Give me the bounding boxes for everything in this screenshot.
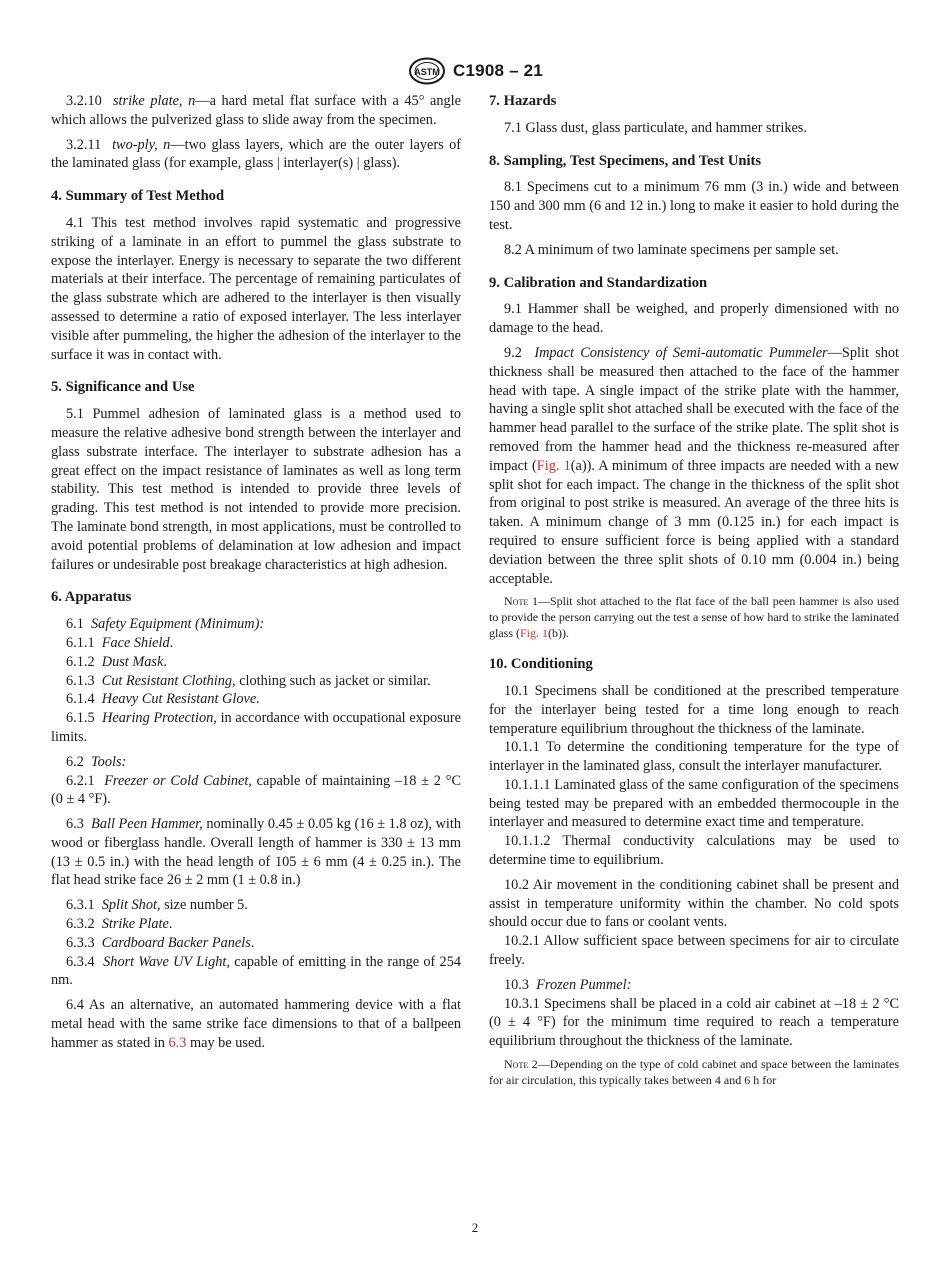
heading-section-9: 9. Calibration and Standardization [489, 274, 708, 291]
paragraph-8-2: 8.2 A minimum of two laminate specimens per sample set. [504, 241, 839, 258]
note-1: Note 1—Split shot attached to the flat face of the ball peen hammer is also used to provide the person carrying out the test a sense of how hard to strike the laminated glass (Fig. 1(b)). [489, 594, 900, 640]
item-6-3-3: 6.3.3 Cardboard Backer Panels. [66, 934, 255, 951]
logo-text: ASTM [414, 67, 440, 77]
page-number: 2 [471, 1220, 479, 1235]
item-6-1-4: 6.1.4 Heavy Cut Resistant Glove. [66, 691, 260, 708]
document-designation: C1908 – 21 [453, 61, 543, 80]
paragraph-10-2-1: 10.2.1 Allow sufficient space between specimens for air to circulate freely. [489, 933, 899, 969]
item-6-3-1: 6.3.1 Split Shot, size number 5. [66, 897, 248, 914]
heading-section-7: 7. Hazards [489, 93, 557, 109]
left-column [51, 92, 461, 1059]
paragraph-5-1: 5.1 Pummel adhesion of laminated glass is a method used to measure the relative adhesive bond strength between the interlayer and glass substrate interface. The interlayer to substrate adhesion has a great effect on the impact resistance of laminates as well as long term stability. This test method is intended to provide three levels of grading. This test method is not intended to provide more precision. The laminate bond strength, in most applications, must be controlled to avoid potential problems of delamination at low adhesion and impact failures or undesirable post breakage characteristics at high adhesion. [51, 406, 461, 573]
figure-1-link[interactable]: Fig. 1 [536, 457, 571, 474]
paragraph-4-1: 4.1 This test method involves rapid systematic and progressive striking of a laminate in an effort to pummel the glass substrate to expose the interlayer. Energy is necessary to separate the two different materials at their interface. The percentage of remaining particulates of the glass substrate which are adhered to the interlayer is then visually assessed to determine a ratio of exposed interlayer. The less interlayer visible after pummeling, the higher the adhesion of the interlayer to the surface it was in contact with. [51, 214, 461, 363]
paragraph-7-1: 7.1 Glass dust, glass particulate, and hammer strikes. [504, 119, 807, 136]
paragraph-9-2: 9.2 Impact Consistency of Semi-automatic Pummeler—Split shot thickness shall be measured then attached to the face of the hammer head with tape. A single impact of the strike plate with the hammer, having a single split shot attached shall be executed with the face of the hammer head parallel to the surface of the strike plate. The split shot is removed from the hammer head and the thickness re-measured after impact (Fig. 1(a)). A minimum of three impacts are needed with a new split shot for each impact. The change in the thickness of the split shot from original to post strike is measured. An average of the three hits is taken. A minimum change of 3 mm (0.125 in.) for each impact is required to ensure sufficient force is being applied with a standard deviation between the three split shots of 0.10 mm (0.004 in.) being acceptable. [489, 344, 899, 587]
item-6-1-1: 6.1.1 Face Shield. [66, 634, 174, 651]
paragraph-10-2: 10.2 Air movement in the conditioning cabinet shall be present and assist in temperature uniformity within the chamber. No cold spots should occur due to fans or coolant vents. [489, 876, 899, 931]
astm-logo-icon [407, 57, 447, 85]
item-6-2: 6.2 Tools: [66, 753, 127, 770]
paragraph-10-3-1: 10.3.1 Specimens shall be placed in a cold air cabinet at –18 ± 2 °C (0 ± 4 °F) for the minimum time required to reach a temperature equilibrium throughout the thickness of the laminate. [489, 995, 899, 1050]
section-3-2-11: 3.2.11 two-ply, n—two glass layers, which are the outer layers of the laminated glass (for example, glass | interlayer(s) | glass). [51, 136, 461, 172]
paragraph-10-3: 10.3 Frozen Pummel: [504, 976, 632, 993]
item-6-2-1: 6.2.1 Freezer or Cold Cabinet, capable of maintaining –18 ± 2 °C (0 ± 4 °F). [51, 772, 461, 808]
reference-6-3-link[interactable]: 6.3 [168, 1034, 187, 1051]
heading-section-4: 4. Summary of Test Method [51, 188, 225, 205]
right-column [489, 92, 899, 1098]
item-6-1-2: 6.1.2 Dust Mask. [66, 653, 167, 670]
figure-1-note-link[interactable]: Fig. 1 [520, 625, 549, 640]
heading-section-10: 10. Conditioning [489, 656, 593, 673]
item-6-3: 6.3 Ball Peen Hammer, nominally 0.45 ± 0.05 kg (16 ± 1.8 oz), with wood or fiberglass handle. Overall length of hammer is 330 ± 13 mm (13 ± 0.5 in.) with the head length of 105 ± 6 mm (4 ± 0.25 in.). The flat head strike face 26 ± 2 mm (1 ± 0.8 in.) [51, 816, 461, 889]
heading-section-5: 5. Significance and Use [51, 379, 195, 396]
paragraph-10-1-1-2: 10.1.1.2 Thermal conductivity calculations may be used to determine time to equilibrium. [489, 833, 899, 869]
item-6-1-5: 6.1.5 Hearing Protection, in accordance with occupational exposure limits. [51, 710, 461, 745]
item-6-1: 6.1 Safety Equipment (Minimum): [66, 616, 265, 633]
page-header [0, 56, 950, 86]
item-6-4: 6.4 As an alternative, an automated hammering device with a flat metal head with the same strike face dimensions to that of a ballpeen hammer as stated in 6.3 may be used. [51, 997, 461, 1051]
paragraph-9-1: 9.1 Hammer shall be weighed, and properly dimensioned with no damage to the head. [489, 301, 899, 337]
item-6-3-4: 6.3.4 Short Wave UV Light, capable of emitting in the range of 254 nm. [51, 953, 461, 989]
item-6-1-3: 6.1.3 Cut Resistant Clothing, clothing such as jacket or similar. [66, 672, 431, 689]
item-6-3-2: 6.3.2 Strike Plate. [66, 916, 173, 933]
paragraph-10-1-1-1: 10.1.1.1 Laminated glass of the same configuration of the specimens being tested may be prepared with an embedded thermocouple in the interlayer and measured to determine exact time and temperature. [489, 776, 899, 831]
paragraph-10-1-1: 10.1.1 To determine the conditioning temperature for the type of interlayer in the laminated glass, consult the interlayer manufacturer. [489, 739, 899, 775]
paragraph-10-1: 10.1 Specimens shall be conditioned at the prescribed temperature for the interlayer being tested for a time long enough to reach temperature equilibrium throughout the thickness of the laminate. [489, 682, 899, 737]
heading-section-6: 6. Apparatus [51, 589, 132, 606]
paragraph-8-1: 8.1 Specimens cut to a minimum 76 mm (3 in.) wide and between 150 and 300 mm (6 and 12 in.) long to make it easier to hold during the test. [489, 179, 899, 233]
section-3-2-10: 3.2.10 strike plate, n—a hard metal flat surface with a 45° angle which allows the pulverized glass to slide away from the specimen. [51, 93, 461, 128]
heading-section-8: 8. Sampling, Test Specimens, and Test Units [489, 152, 762, 169]
note-2: Note 2—Depending on the type of cold cabinet and space between the laminates for air circulation, this typically takes between 4 and 6 h for [489, 1057, 900, 1087]
